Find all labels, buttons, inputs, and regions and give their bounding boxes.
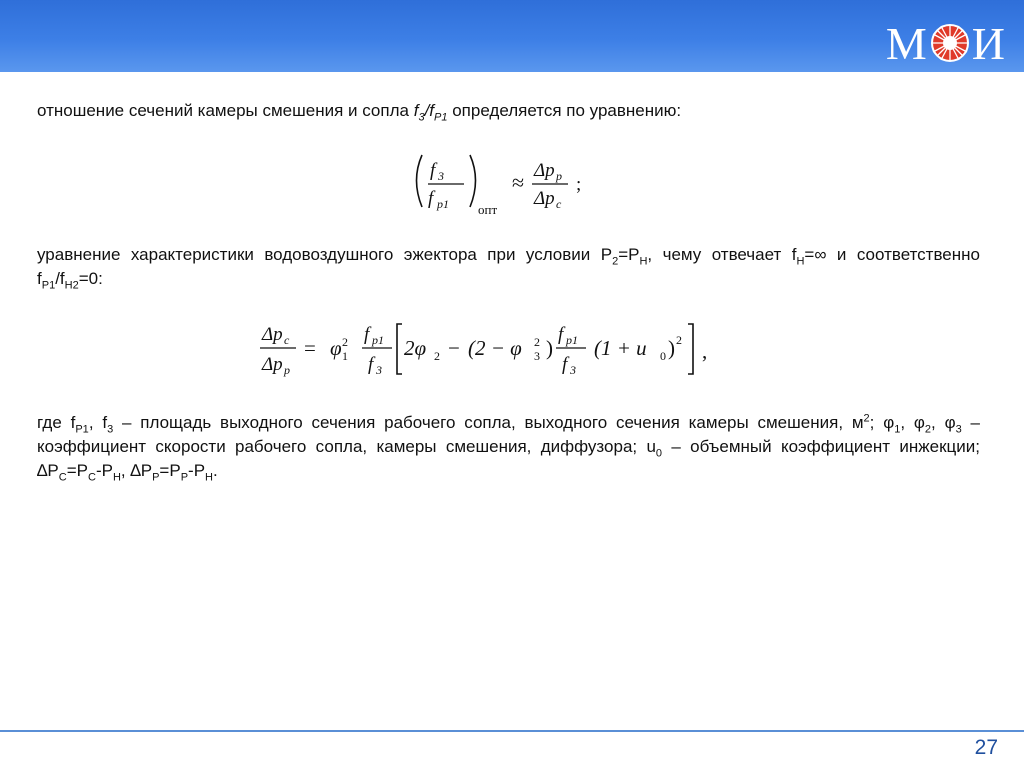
fraction-numerator: f (364, 324, 370, 345)
paragraph-ratio-intro (37, 99, 980, 123)
subscript: p (284, 363, 290, 377)
subscript: 0 (660, 349, 666, 363)
equation-ejector-characteristic (256, 318, 756, 382)
superscript: 2 (863, 412, 870, 425)
symbol: (1 + u (594, 336, 647, 360)
subscript: 3 (418, 111, 425, 124)
subscript: P1 (41, 279, 56, 292)
text: f (429, 101, 435, 120)
subscript: p1 (437, 197, 449, 211)
subscript: p (556, 169, 562, 183)
text: /f (55, 269, 65, 288)
text: -P (95, 461, 113, 480)
text: , f (88, 413, 108, 432)
semicolon: ; (576, 174, 582, 195)
subscript: 3 (376, 363, 382, 377)
symbol: φ (330, 336, 342, 360)
text: где f (37, 413, 76, 432)
fraction-numerator: Δp (534, 160, 555, 181)
superscript: 2 (534, 335, 540, 349)
paragraph-definitions (37, 411, 980, 483)
subscript: c (284, 333, 290, 347)
text: =0: (78, 269, 103, 288)
fraction-denominator: Δp (534, 188, 555, 209)
symbol: ) (668, 336, 675, 360)
subscript: p1 (372, 333, 384, 347)
subscript: P (152, 471, 160, 484)
minus-sign: − (448, 336, 460, 360)
text: -P (188, 461, 206, 480)
mei-logo (886, 18, 1006, 68)
superscript: 2 (342, 335, 348, 349)
fraction-numerator: f (430, 160, 436, 181)
fraction-denominator: Δp (262, 354, 283, 375)
logo-letter-m: М (885, 17, 928, 69)
text: , φ (900, 413, 925, 432)
text: / (424, 101, 430, 120)
fraction-denominator: f (368, 354, 374, 375)
subscript: P1 (75, 423, 89, 436)
fraction-denominator: f (562, 354, 568, 375)
subscript: 0 (655, 447, 663, 460)
subscript: 3 (955, 423, 962, 436)
subscript: C (87, 471, 96, 484)
text: отношение сечений камеры смешения и сопла (37, 101, 414, 120)
symbol: ) (546, 336, 553, 360)
text: , чему отвечает f (647, 245, 797, 264)
subscript: c (556, 197, 562, 211)
subscript: H (205, 471, 213, 484)
text: определяется по уравнению: (447, 101, 682, 120)
subscript: 2 (924, 423, 932, 436)
text: =∞ и соответственно f (37, 245, 980, 288)
subscript: 1 (342, 349, 348, 363)
text: ; φ (869, 413, 895, 432)
logo-letter-i: И (971, 17, 1006, 69)
fraction-denominator: f (428, 188, 434, 209)
equation-optimal-ratio (408, 150, 598, 220)
subscript: p1 (566, 333, 578, 347)
subscript: C (58, 471, 67, 484)
subscript: 1 (894, 423, 901, 436)
subscript: 3 (534, 349, 540, 363)
subscript: H (796, 255, 805, 268)
subscript: 2 (612, 255, 619, 268)
paragraph-ejector-equation (37, 243, 980, 291)
text: =P (159, 461, 181, 480)
subscript: H2 (64, 279, 79, 292)
fraction-numerator: Δp (262, 324, 283, 345)
approx-sign: ≈ (512, 170, 525, 195)
equals-sign: = (304, 336, 316, 360)
subscript: H (112, 471, 121, 484)
footer-divider (0, 730, 1024, 732)
text: =P (618, 245, 640, 264)
fraction-numerator: f (558, 324, 564, 345)
text: , φ (931, 413, 956, 432)
subscript: P (180, 471, 189, 484)
text: , ∆P (120, 461, 153, 480)
subscript: H (639, 255, 648, 268)
text: . (213, 461, 218, 480)
page-number: 27 (974, 736, 998, 759)
text: – площадь выходного сечения рабочего сопла, выходного сечения камеры смешения, м (113, 413, 864, 432)
subscript-opt: опт (478, 202, 498, 217)
text: уравнение характеристики водовоздушного эжектора при условии P (37, 245, 613, 264)
symbol: (2 − φ (468, 336, 522, 360)
subscript: 3 (438, 169, 444, 183)
superscript: 2 (676, 333, 682, 347)
comma: , (702, 339, 708, 363)
symbol: 2φ (404, 336, 427, 360)
slide-header-band (0, 0, 1024, 72)
text: =P (66, 461, 88, 480)
subscript: 3 (570, 363, 576, 377)
text: f (413, 101, 419, 120)
text: – коэффициент скорости рабочего сопла, камеры смешения, диффузора; u (37, 413, 980, 456)
subscript: 2 (434, 349, 440, 363)
subscript: P1 (434, 111, 448, 124)
subscript: 3 (107, 423, 114, 436)
logo-disc-icon (930, 23, 970, 63)
text: – объемный коэффициент инжекции; ∆P (37, 437, 980, 480)
